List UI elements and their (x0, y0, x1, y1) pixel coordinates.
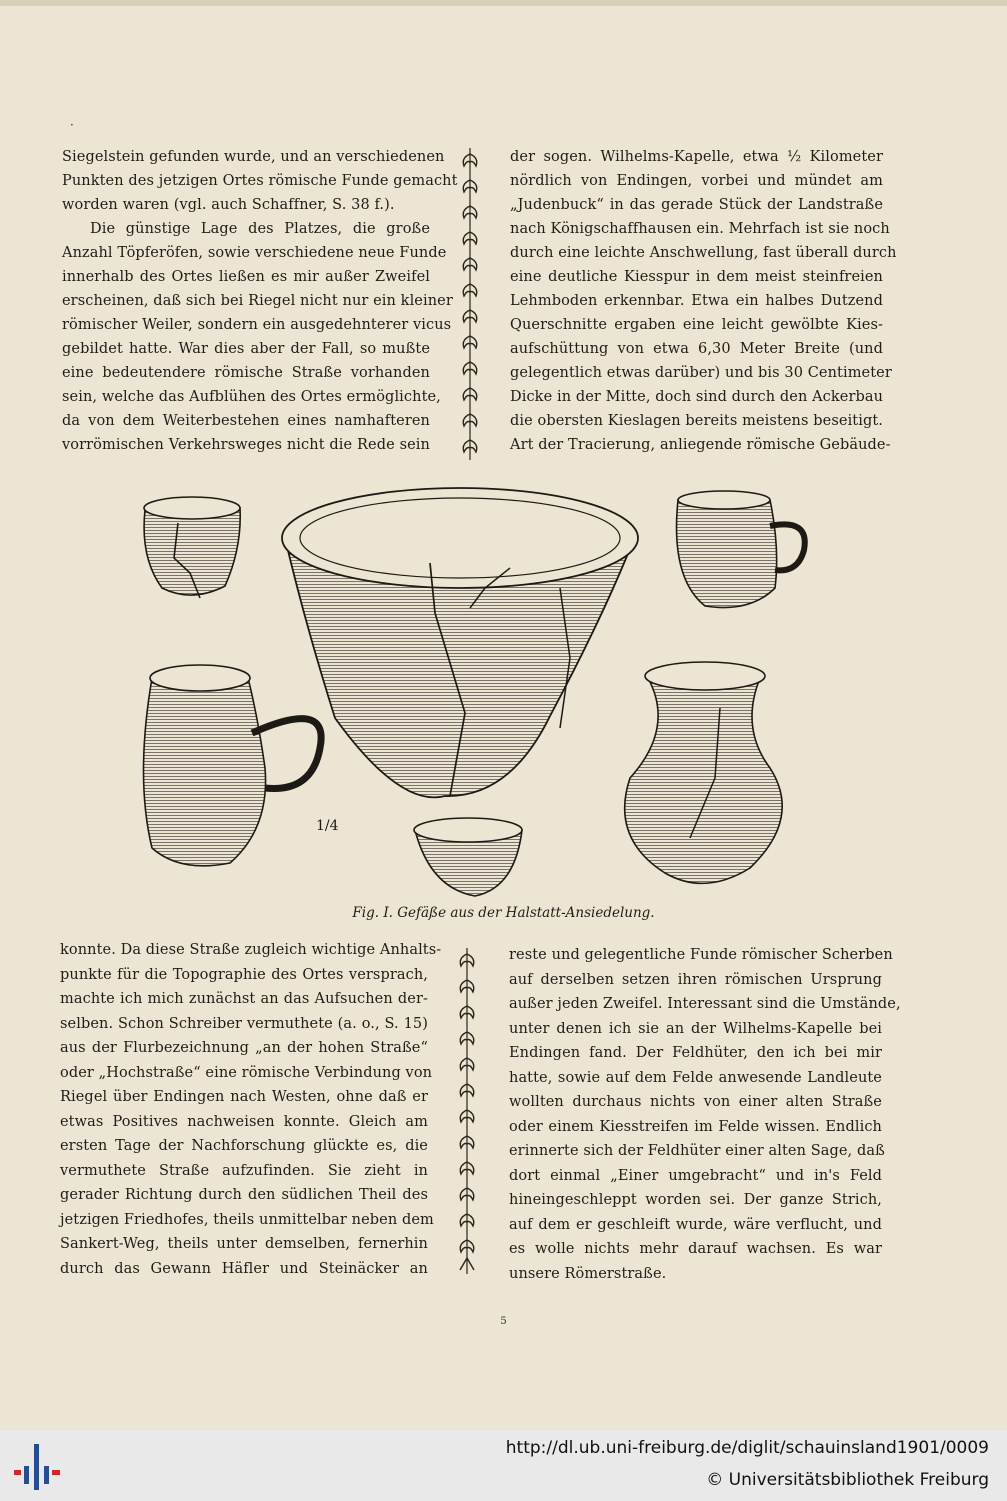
scale-label: 1/4 (316, 818, 339, 834)
column-right-bottom (509, 943, 901, 1283)
text-line: da von dem Weiterbestehen eines namhafteren (62, 413, 430, 429)
vessel-illustration (130, 478, 820, 903)
text-line: gebildet hatte. War dies aber der Fall, so mußte (62, 341, 430, 357)
text-line: die obersten Kieslagen bereits meistens beseitigt. (510, 413, 883, 429)
small-bowl-bottom-center (414, 818, 522, 896)
text-line: erinnerte sich der Feldhüter einer alten Sage, daß (509, 1143, 885, 1159)
text-line: nach Königschaffhausen ein. Mehrfach ist sie noch (510, 221, 890, 237)
text-line: selben. Schon Schreiber vermuthete (a. o., S. 15) (60, 1015, 428, 1032)
text-line: aus der Flurbezeichnung „an der hohen Straße“ (60, 1040, 428, 1056)
text-line: oder einem Kiesstreifen im Felde wissen. Endlich (509, 1118, 882, 1135)
text-line: es wolle nichts mehr darauf wachsen. Es war (509, 1241, 882, 1257)
text-line: gelegentlich etwas darüber) und bis 30 Centimeter (510, 365, 892, 381)
vine-ornament-top (458, 146, 482, 462)
text-line: Punkten des jetzigen Ortes römische Funde gemacht (62, 173, 458, 189)
jug-top-right (677, 491, 805, 608)
text-line: dort einmal „Einer umgebracht“ und in's Feld (509, 1167, 882, 1184)
text-line: reste und gelegentliche Funde römischer Scherben (509, 947, 893, 963)
text-line: „Judenbuck“ in das gerade Stück der Landstraße (510, 197, 883, 213)
text-line: Anzahl Töpferöfen, sowie verschiedene neue Funde (62, 245, 447, 261)
footer-bar (0, 1430, 1007, 1501)
vase-bottom-right (625, 662, 783, 883)
text-line: Querschnitte ergaben eine leicht gewölbte Kies- (510, 317, 883, 333)
text-line: eine deutliche Kiesspur in dem meist steinfreien (510, 269, 883, 285)
text-line: hatte, sowie auf dem Felde anwesende Landleute (509, 1069, 882, 1086)
text-line: machte ich mich zunächst an das Aufsuchen der- (60, 991, 428, 1007)
library-logo-icon (14, 1442, 64, 1492)
text-line: hineingeschleppt worden sei. Der ganze Strich, (509, 1192, 882, 1208)
text-line: konnte. Da diese Straße zugleich wichtige Anhalts- (60, 942, 442, 958)
text-line: worden waren (vgl. auch Schaffner, S. 38 f.). (62, 197, 395, 213)
large-bowl-center (282, 488, 638, 797)
text-line: römischer Weiler, sondern ein ausgedehnterer vicus (62, 317, 452, 333)
text-line: innerhalb des Ortes ließen es mir außer Zweifel (62, 269, 430, 285)
vine-ornament-bottom (455, 946, 479, 1276)
permalink-link[interactable]: http://dl.ub.uni-freiburg.de/diglit/schauinsland1901/0009 (505, 1438, 989, 1458)
text-line: wollten durchaus nichts von einer alten Straße (509, 1094, 882, 1110)
figure-caption: Fig. I. Gefäße aus der Halstatt-Ansiedelung. (352, 905, 655, 921)
text-line: Lehmboden erkennbar. Etwa ein halbes Dutzend (510, 293, 883, 309)
text-line: nördlich von Endingen, vorbei und mündet am (510, 173, 883, 189)
text-line: vorrömischen Verkehrsweges nicht die Rede sein (62, 437, 430, 453)
text-line: unter denen ich sie an der Wilhelms-Kapelle bei (509, 1020, 882, 1037)
page-number: 5 (500, 1316, 507, 1327)
small-pot-top-left (144, 497, 240, 598)
text-line: auf derselben setzen ihren römischen Ursprung (509, 971, 882, 988)
text-line: gerader Richtung durch den südlichen Theil des (60, 1187, 428, 1203)
text-line: punkte für die Topographie des Ortes versprach, (60, 966, 428, 983)
text-line: Sankert-Weg, theils unter demselben, fernerhin (60, 1236, 428, 1252)
text-line: etwas Positives nachweisen konnte. Gleich am (60, 1113, 428, 1130)
text-line: auf dem er geschleift wurde, wäre verflucht, und (509, 1216, 882, 1233)
text-line: Dicke in der Mitte, doch sind durch den Ackerbau (510, 389, 884, 405)
text-line: außer jeden Zweifel. Interessant sind die Umstände, (509, 996, 901, 1012)
column-right-top (510, 145, 897, 465)
text-line: oder „Hochstraße“ eine römische Verbindung von (60, 1064, 433, 1081)
text-line: ersten Tage der Nachforschung glückte es, die (60, 1138, 428, 1154)
column-left-top (62, 145, 458, 465)
jug-bottom-left (144, 665, 339, 866)
page-mark: · (70, 118, 74, 132)
text-line: Die günstige Lage des Platzes, die große (90, 221, 430, 237)
text-line: aufschüttung von etwa 6,30 Meter Breite (und (510, 341, 883, 357)
text-line: eine bedeutendere römische Straße vorhanden (62, 365, 430, 381)
text-line: durch eine leichte Anschwellung, fast überall durch (510, 245, 897, 261)
text-line: durch das Gewann Häfler und Steinäcker an (60, 1260, 428, 1277)
text-line: sein, welche das Aufblühen des Ortes ermöglichte, (62, 389, 441, 405)
text-line: erscheinen, daß sich bei Riegel nicht nur ein kleiner (62, 293, 453, 309)
text-line: vermuthete Straße aufzufinden. Sie zieht in (60, 1162, 428, 1179)
column-left-bottom (60, 938, 442, 1288)
text-line: unsere Römerstraße. (509, 1265, 667, 1282)
text-line: jetzigen Friedhofes, theils unmittelbar neben dem (60, 1211, 434, 1228)
text-line: Art der Tracierung, anliegende römische Gebäude- (510, 437, 891, 453)
text-line: der sogen. Wilhelms-Kapelle, etwa ½ Kilometer (510, 149, 883, 165)
text-line: Riegel über Endingen nach Westen, ohne daß er (60, 1089, 428, 1105)
text-line: Siegelstein gefunden wurde, und an verschiedenen (62, 149, 445, 165)
text-line: Endingen fand. Der Feldhüter, den ich bei mir (509, 1045, 882, 1061)
copyright-notice: © Universitätsbibliothek Freiburg (706, 1470, 989, 1490)
